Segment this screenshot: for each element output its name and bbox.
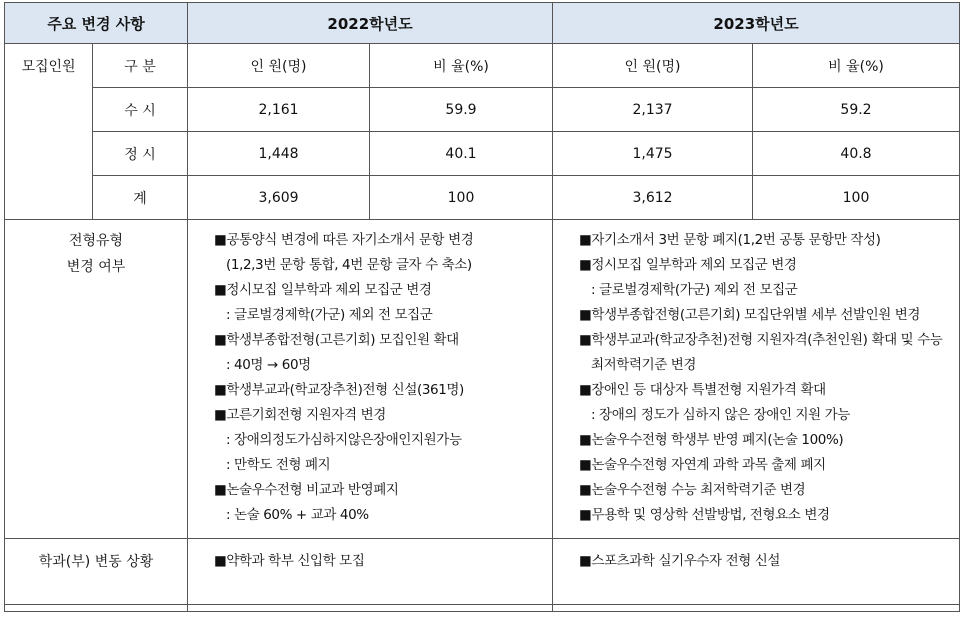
bullet-item: ■무용학 및 영상학 선발방법, 전형요소 변경 [579, 507, 830, 523]
bullet-item: ■학생부종합전형(고른기회) 모집인원 확대 [214, 332, 459, 348]
bullet-item: ■장애인 등 대상자 특별전형 지원가격 확대 [579, 382, 826, 398]
dept-change-label: 학과(부) 변동 상황 [5, 539, 188, 605]
cell-2023-ratio: 100 [753, 176, 960, 220]
bullet-item: ■정시모집 일부학과 제외 모집군 변경 [214, 282, 432, 298]
bullet-item: ■자기소개서 3번 문항 폐지(1,2번 공통 문항만 작성) [579, 232, 881, 248]
dept-change-2022: ■약학과 학부 신입학 모집 [188, 539, 553, 605]
subheader-2023-count: 인 원(명) [553, 44, 753, 88]
bullet-item: ■공통양식 변경에 따른 자기소개서 문항 변경 [214, 232, 474, 248]
dept-change-2023: ■스포츠과학 실기우수자 전형 신설 [553, 539, 960, 605]
bullet-detail: : 글로벌경제학(가군) 제외 전 모집군 [591, 282, 798, 298]
bullet-item: ■학생부종합전형(고른기회) 모집단위별 세부 선발인원 변경 [579, 307, 921, 323]
dept-change-row [5, 539, 960, 605]
cell-2023-ratio: 59.2 [753, 88, 960, 132]
header-row [5, 3, 960, 44]
subheader-2023-ratio: 비 율(%) [753, 44, 960, 88]
bullet-item: ■정시모집 일부학과 제외 모집군 변경 [579, 257, 797, 273]
header-changes: 주요 변경 사항 [5, 3, 188, 44]
type-change-row [5, 220, 960, 539]
bullet-detail: : 장애의 정도가 심하지 않은 장애인 지원 가능 [591, 407, 850, 423]
cell-2022-count: 1,448 [188, 132, 370, 176]
admission-changes-table [4, 2, 960, 612]
header-2022: 2022학년도 [188, 3, 553, 44]
cell-2022-count: 3,609 [188, 176, 370, 220]
subheader-2022-count: 인 원(명) [188, 44, 370, 88]
bullet-detail: : 40명 → 60명 [226, 357, 311, 373]
type-change-2022 [188, 220, 553, 539]
subheader-2022-ratio: 비 율(%) [370, 44, 553, 88]
bullet-item: ■학생부교과(학교장추천)전형 신설(361명) [214, 382, 464, 398]
bullet-detail: : 만학도 전형 폐지 [226, 457, 331, 473]
bullet-item: ■논술우수전형 자연계 과학 과목 출제 폐지 [579, 457, 826, 473]
table-row [5, 132, 960, 176]
row-category: 계 [93, 176, 188, 220]
row-category: 수 시 [93, 88, 188, 132]
cell-2022-ratio: 100 [370, 176, 553, 220]
bullet-item: ■논술우수전형 비교과 반영폐지 [214, 482, 399, 498]
row-category: 정 시 [93, 132, 188, 176]
bullet-item: ■학생부교과(학교장추천)전형 지원자격(추천인원) 확대 및 수능 최저학력기준 변경 [579, 332, 943, 373]
type-change-2023 [553, 220, 960, 539]
type-change-label-line1: 전형유형 [68, 233, 124, 249]
cell-2022-ratio: 59.9 [370, 88, 553, 132]
bullet-detail: : 논술 60% + 교과 40% [226, 507, 369, 523]
cell-2023-count: 2,137 [553, 88, 753, 132]
tail-cell [553, 605, 960, 612]
recruit-label: 모집인원 [5, 44, 93, 220]
bullet-item: ■논술우수전형 학생부 반영 폐지(논술 100%) [579, 432, 844, 448]
cell-2022-ratio: 40.1 [370, 132, 553, 176]
bullet-detail: : 장애의정도가심하지않은장애인지원가능 [226, 432, 462, 448]
cell-2023-ratio: 40.8 [753, 132, 960, 176]
recruit-subheader-row [5, 44, 960, 88]
bullet-item: ■논술우수전형 수능 최저학력기준 변경 [579, 482, 806, 498]
bullet-detail: (1,2,3번 문항 통합, 4번 문항 글자 수 축소) [226, 257, 472, 273]
table-row [5, 88, 960, 132]
table-row [5, 176, 960, 220]
cell-2023-count: 1,475 [553, 132, 753, 176]
table-tail-row [5, 605, 960, 612]
subheader-category: 구 분 [93, 44, 188, 88]
cell-2023-count: 3,612 [553, 176, 753, 220]
type-change-label [5, 220, 188, 539]
header-2023: 2023학년도 [553, 3, 960, 44]
bullet-item: ■고른기회전형 지원자격 변경 [214, 407, 386, 423]
tail-cell [5, 605, 188, 612]
cell-2022-count: 2,161 [188, 88, 370, 132]
type-change-label-line2: 변경 여부 [66, 259, 126, 275]
tail-cell [188, 605, 553, 612]
bullet-detail: : 글로벌경제학(가군) 제외 전 모집군 [226, 307, 433, 323]
